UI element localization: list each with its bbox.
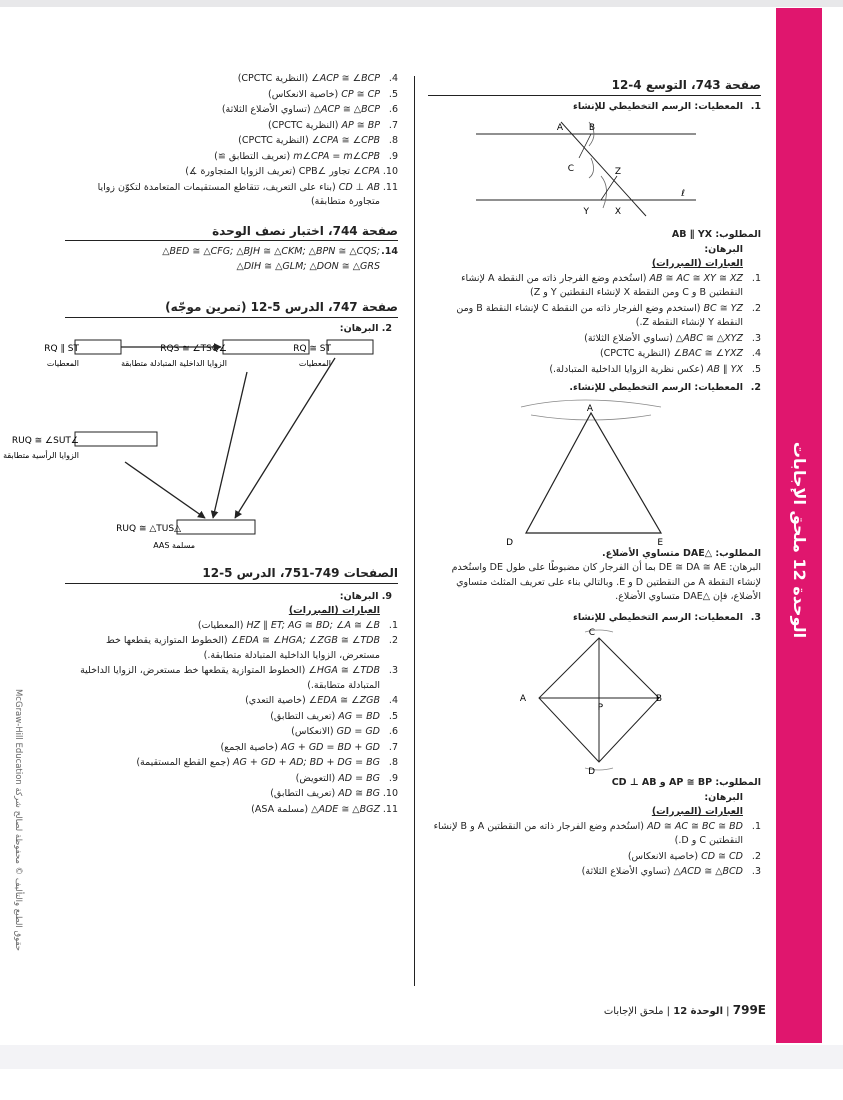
problem-2-given: 2. المعطيات: الرسم التخطيطي للإنشاء. bbox=[569, 382, 761, 393]
point-label: A bbox=[556, 123, 563, 133]
point-label: D bbox=[506, 537, 513, 548]
top-border bbox=[0, 0, 843, 7]
flow-reason: الزوايا الرأسية متطابقة bbox=[3, 451, 79, 460]
proof-step: 2. BC ≅ YZ (استخدم وضع الفرجار ذاته من النقطة C لإنشاء النقطة B ومن النقطة Y لإنشاء النقطة Z.) bbox=[456, 302, 761, 328]
problem-3-required: المطلوب: AP ≅ BP و CD ⊥ AB bbox=[611, 777, 761, 788]
flow-statement: RQ ∥ ST bbox=[44, 344, 79, 354]
equilateral-construction-figure bbox=[501, 397, 701, 547]
flow-statement: △RUQ ≅ △TUS bbox=[116, 524, 181, 534]
point-label: P bbox=[597, 703, 603, 713]
flow-box bbox=[177, 520, 255, 534]
proof-step: 5. AB ∥ YX (عكس نظرية الزوايا الداخلية المتبادلة.) bbox=[549, 363, 761, 375]
proof-label: البرهان: bbox=[704, 243, 743, 255]
footer-unit: الوحدة 12 bbox=[673, 1006, 723, 1017]
section-title: الصفحات 749-751، الدرس 5-12 bbox=[65, 566, 398, 584]
proof-step: 9. AD = BG (التعويض) bbox=[295, 772, 398, 784]
proof-step: 3. △ACD ≅ △BCD (تساوي الأضلاع الثلاثة) bbox=[581, 866, 761, 877]
problem-1-given: 1. المعطيات: الرسم التخطيطي للإنشاء bbox=[572, 100, 761, 112]
flow-reason: مسلمة AAS bbox=[153, 541, 195, 550]
proof-step: 5. CP ≅ CP (خاصية الانعكاس) bbox=[267, 88, 398, 100]
point-label: X bbox=[614, 207, 621, 217]
proof-step: 2. ∠EDA ≅ ∠HGA; ∠ZGB ≅ ∠TDB (الخطوط المتوازية يقطعها خط مستعرض، الزوايا الداخلية المتبادلة متطابقة.) bbox=[105, 635, 398, 661]
statements-label: العبارات (المبررات) bbox=[651, 258, 743, 269]
point-label: C bbox=[567, 164, 574, 174]
flow-box bbox=[75, 432, 157, 446]
section-title: صفحة 743، التوسع 4-12 bbox=[428, 78, 761, 96]
point-label: Y bbox=[583, 207, 589, 217]
point-label: D bbox=[588, 767, 595, 777]
left-column bbox=[3, 72, 398, 818]
flow-arrow bbox=[125, 462, 205, 518]
proof-step: 7. AG + GD = BD + GD (خاصية الجمع) bbox=[220, 741, 398, 753]
problem-1-steps bbox=[428, 272, 761, 378]
proof-step: 10. ∠CPA تجاور ∠CPB (تعريف الزوايا المتجاورة ∡) bbox=[185, 166, 398, 177]
column-separator bbox=[414, 76, 415, 986]
proof-step: 7. AP ≅ BP (النظرية CPCTC) bbox=[267, 119, 398, 131]
question-label: 2. البرهان: bbox=[339, 322, 392, 334]
side-tab-title: الوحدة 12 ملحق الإجابات bbox=[790, 441, 809, 639]
flow-statement: ∠RQS ≅ ∠TSQ bbox=[160, 344, 227, 354]
section-title: صفحة 744، اختبار نصف الوحدة bbox=[65, 224, 398, 242]
flow-statement: RQ ≅ ST bbox=[293, 344, 331, 354]
proof-step: 6. △ACP ≅ △BCP (تساوي الأضلاع الثلاثة) bbox=[221, 104, 398, 115]
arc bbox=[589, 158, 594, 178]
proof-step: 8. ∠CPA ≅ ∠CPB (النظرية CPCTC) bbox=[238, 135, 398, 146]
problem-2-proof: البرهان: DE ≅ DA ≅ AE بما أن الفرجار كان مضبوطًا على طول DE واستُخدم لإنشاء النقطة A من النقطتين D و E. وبالتالي بناء على تعريف المثلث متساوي الأضلاع، فإن △DAE متساوي الأضلاع. bbox=[451, 562, 761, 602]
point-label: A bbox=[519, 694, 526, 704]
proof-step: 4. ∠ACP ≅ ∠BCP (النظرية CPCTC) bbox=[237, 73, 398, 84]
flow-reason: المعطيات bbox=[298, 359, 331, 368]
proof-step: 4. ∠EDA ≅ ∠ZGB (خاصية التعدي) bbox=[245, 695, 398, 706]
flow-reason: الزوايا الداخلية المتبادلة متطابقة bbox=[121, 359, 227, 368]
triangle-dae bbox=[526, 413, 661, 533]
arc bbox=[531, 415, 651, 420]
rhombus-construction-figure bbox=[521, 626, 681, 776]
proof-step: 6. GD = GD (الانعكاس) bbox=[291, 726, 398, 737]
flow-proof-diagram bbox=[3, 338, 398, 558]
statements-label: العبارات (المبررات) bbox=[651, 806, 743, 817]
proof-step: 4. ∠BAC ≅ ∠YXZ (النظرية CPCTC) bbox=[599, 348, 761, 359]
proof-step: 3. △ABC ≅ △XYZ (تساوي الأضلاع الثلاثة) bbox=[584, 332, 761, 344]
proof-step: 3. ∠HGA ≅ ∠TDB (الخطوط المتوازية يقطعها خط مستعرض، الزوايا الداخلية المتبادلة متطابقة.) bbox=[80, 665, 398, 691]
question-label: 9. البرهان: bbox=[339, 590, 392, 602]
footer-section: ملحق الإجابات bbox=[603, 1006, 664, 1017]
proof-step: 9. m∠CPA = m∠CPB (تعريف التطابق ≅) bbox=[214, 150, 398, 162]
proof-step: 8. AG + GD + AD; BD + DG = BG (جمع القطع المستقيمة) bbox=[136, 757, 398, 768]
statements-label: العبارات (المبررات) bbox=[288, 605, 380, 616]
flow-arrow bbox=[235, 358, 335, 518]
proof-step: 5. AG = BD (تعريف التطابق) bbox=[270, 710, 398, 722]
flow-arrow bbox=[213, 372, 247, 518]
point-label: ℓ bbox=[681, 189, 685, 199]
page-footer: 799E | الوحدة 12 | ملحق الإجابات bbox=[603, 1003, 766, 1017]
parallel-construction-figure bbox=[471, 116, 701, 226]
problem-3-steps bbox=[428, 820, 761, 880]
flow-box bbox=[75, 340, 121, 354]
point-label: A bbox=[586, 403, 593, 414]
flow-reason: المعطيات bbox=[46, 359, 79, 368]
problem-9-steps bbox=[65, 619, 398, 818]
point-label: B bbox=[588, 123, 595, 133]
proof-step: 1. HZ ∥ ET; AG ≅ BD; ∠A ≅ ∠B (المعطيات) bbox=[197, 619, 398, 631]
problem-1-required: المطلوب: AB ∥ YX bbox=[671, 229, 761, 240]
point-label: E bbox=[657, 537, 663, 548]
page-number: 799E bbox=[732, 1003, 766, 1017]
proof-step: 1. AD ≅ AC ≅ BC ≅ BD (استُخدم وضع الفرجار ذاته من النقطتين A و B لإنشاء النقطتين C و D.) bbox=[433, 820, 761, 846]
midterm-answer-14: 14. △BED ≅ △CFG; △BJH ≅ △CKM; △BPN ≅ △CQS; △DIH ≅ △GLM; △DON ≅ △GRS bbox=[162, 246, 398, 272]
point-label: B bbox=[655, 694, 662, 704]
proof-step: 10. AD ≅ BG (تعريف التطابق) bbox=[270, 788, 398, 799]
section-title: صفحة 747، الدرس 5-12 (تمرين موجّه) bbox=[65, 300, 398, 318]
proof-step: 2. CD ≅ CD (خاصية الانعكاس) bbox=[627, 850, 761, 862]
proof-step: 1. AB ≅ AC ≅ XY ≅ XZ (استُخدم وضع الفرجار ذاته من النقطة A لإنشاء النقطتين B و C ومن النقطة X لإنشاء النقطتين Y و Z) bbox=[461, 272, 761, 298]
point-label: C bbox=[588, 628, 595, 638]
right-column bbox=[428, 72, 761, 881]
problem-3-given: 3. المعطيات: الرسم التخطيطي للإنشاء bbox=[572, 611, 761, 623]
flow-box bbox=[327, 340, 373, 354]
problem-2-required: المطلوب: △DAE متساوي الأضلاع. bbox=[601, 547, 761, 559]
point-label: Z bbox=[614, 167, 621, 177]
proof-step: 11. CD ⊥ AB (بناء على التعريف، تتقاطع المستقيمات المتعامدة لتكوّن زوايا متجاورة متطابقة) bbox=[97, 181, 398, 207]
problem-3-steps-continued bbox=[65, 72, 398, 210]
bottom-border bbox=[0, 1045, 843, 1069]
copyright-credit: حقوق الطبع والتأليف © محفوظة لصالح شركة McGraw-Hill Education bbox=[13, 688, 23, 952]
proof-label: البرهان: bbox=[704, 791, 743, 803]
flow-statement: ∠RUQ ≅ ∠SUT bbox=[11, 436, 79, 446]
arc bbox=[601, 176, 607, 208]
proof-step: 11. △ADE ≅ △BGZ (مسلمة ASA) bbox=[251, 803, 398, 815]
